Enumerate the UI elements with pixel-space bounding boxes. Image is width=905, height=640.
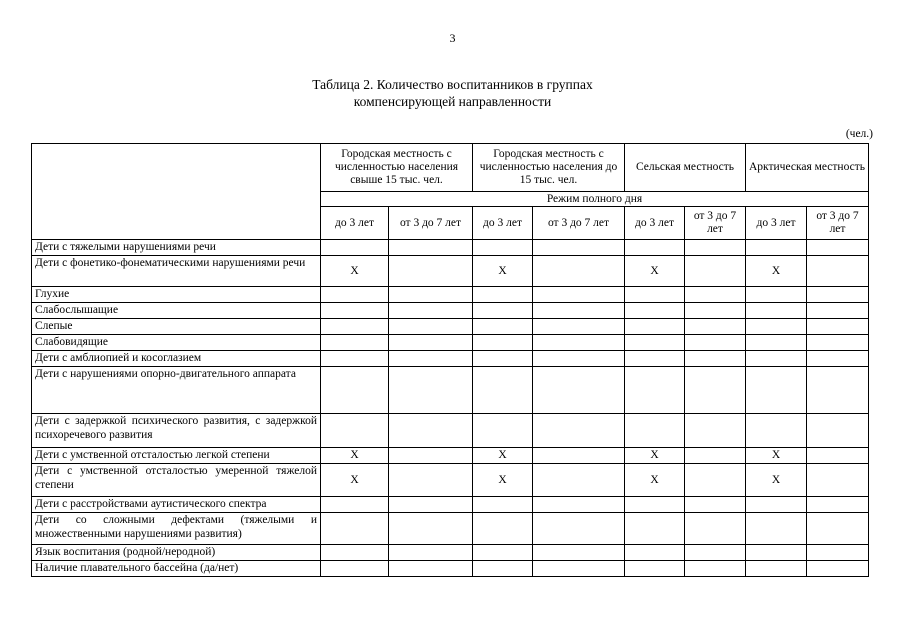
table-row [32,448,869,464]
data-cell: X [625,464,685,497]
header-age-col: от 3 до 7 лет [685,207,746,240]
data-cell [746,351,807,367]
table-row [32,335,869,351]
data-cell [389,464,473,497]
data-cell: X [625,256,685,287]
data-cell: X [746,464,807,497]
data-cell [685,367,746,414]
row-label: Дети с задержкой психического развития, с задержкой психоречевого развития [32,414,321,448]
data-cell [807,256,869,287]
data-cell [685,414,746,448]
data-cell [746,287,807,303]
data-cell [533,335,625,351]
data-cell [625,367,685,414]
data-cell [473,414,533,448]
row-label: Дети с амблиопией и косоглазием [32,351,321,367]
data-cell [807,335,869,351]
page-number: 3 [449,31,456,45]
table-row [32,414,869,448]
data-cell [389,448,473,464]
data-cell [746,240,807,256]
data-cell [625,497,685,513]
header-age-col: до 3 лет [321,207,389,240]
data-cell [533,414,625,448]
data-cell [321,367,389,414]
data-cell [389,497,473,513]
data-cell [533,240,625,256]
table-row [32,464,869,497]
data-cell [389,240,473,256]
data-cell [533,561,625,577]
data-cell [389,545,473,561]
data-cell: X [746,256,807,287]
data-cell [389,319,473,335]
data-cell [807,545,869,561]
data-cell [473,335,533,351]
data-cell [533,303,625,319]
data-cell [685,303,746,319]
data-cell [625,303,685,319]
data-cell: X [473,256,533,287]
data-cell [533,448,625,464]
header-group-3: Сельская местность [625,144,746,192]
data-cell [625,545,685,561]
row-label: Дети со сложными дефектами (тяжелыми и множественными нарушениями развития) [32,513,321,545]
table-row [32,351,869,367]
data-cell [807,561,869,577]
data-cell [807,351,869,367]
row-label: Слабовидящие [32,335,321,351]
data-cell [321,351,389,367]
data-cell [625,335,685,351]
data-cell [625,351,685,367]
data-cell [321,319,389,335]
data-cell [389,351,473,367]
data-cell [807,464,869,497]
row-label: Наличие плавательного бассейна (да/нет) [32,561,321,577]
header-corner-cell [32,144,321,240]
table-row [32,287,869,303]
data-cell [533,497,625,513]
header-group-1: Городская местность с численностью населения свыше 15 тыс. чел. [321,144,473,192]
data-cell [473,351,533,367]
data-cell [685,464,746,497]
data-cell [807,303,869,319]
data-cell [807,240,869,256]
data-cell: X [321,256,389,287]
data-cell [625,287,685,303]
row-label: Слепые [32,319,321,335]
header-mode: Режим полного дня [321,192,869,207]
data-cell [685,561,746,577]
data-cell [807,319,869,335]
data-cell: X [746,448,807,464]
data-cell [625,319,685,335]
row-label: Дети с умственной отсталостью умеренной тяжелой степени [32,464,321,497]
data-cell [807,414,869,448]
data-cell [807,497,869,513]
data-cell [625,240,685,256]
data-cell [473,319,533,335]
row-label: Дети с нарушениями опорно-двигательного аппарата [32,367,321,414]
data-cell [321,414,389,448]
data-cell: X [321,448,389,464]
table-row [32,545,869,561]
data-cell [625,513,685,545]
table-row [32,561,869,577]
data-cell [321,287,389,303]
data-cell [685,319,746,335]
table-row [32,497,869,513]
data-cell [473,240,533,256]
title-line-1: Таблица 2. Количество воспитанников в группах [312,77,593,92]
data-cell [533,351,625,367]
data-cell [685,497,746,513]
row-label: Слабослышащие [32,303,321,319]
table-title [0,76,905,110]
data-cell [746,367,807,414]
table-row [32,319,869,335]
header-group-2: Городская местность с численностью населения до 15 тыс. чел. [473,144,625,192]
data-cell [807,287,869,303]
data-cell: X [321,464,389,497]
data-cell [685,448,746,464]
data-cell [746,561,807,577]
data-cell [389,367,473,414]
data-cell [685,351,746,367]
data-cell [533,256,625,287]
header-age-col: до 3 лет [625,207,685,240]
data-cell [321,513,389,545]
data-cell [533,367,625,414]
data-cell [473,303,533,319]
data-cell [473,367,533,414]
data-table [31,143,869,577]
data-cell [685,240,746,256]
data-cell [533,287,625,303]
header-age-col: до 3 лет [746,207,807,240]
data-cell [685,287,746,303]
table-row [32,367,869,414]
data-cell: X [625,448,685,464]
data-cell [389,256,473,287]
data-cell [473,561,533,577]
data-cell [746,335,807,351]
row-label: Дети с умственной отсталостью легкой степени [32,448,321,464]
data-cell [533,513,625,545]
header-age-col: до 3 лет [473,207,533,240]
header-age-col: от 3 до 7 лет [389,207,473,240]
data-cell [685,335,746,351]
row-label: Дети с тяжелыми нарушениями речи [32,240,321,256]
data-cell [533,319,625,335]
data-cell [685,256,746,287]
data-cell [685,545,746,561]
data-cell [321,545,389,561]
table-row [32,303,869,319]
header-age-col: от 3 до 7 лет [533,207,625,240]
data-cell [746,414,807,448]
data-cell: X [473,448,533,464]
data-cell [807,367,869,414]
data-cell [625,561,685,577]
header-row-groups [32,144,869,192]
data-cell [533,464,625,497]
data-cell [389,561,473,577]
data-cell [473,287,533,303]
row-label: Глухие [32,287,321,303]
data-cell [321,497,389,513]
data-cell [625,414,685,448]
data-cell [533,545,625,561]
data-cell [807,513,869,545]
data-cell [321,303,389,319]
row-label: Язык воспитания (родной/неродной) [32,545,321,561]
data-cell: X [473,464,533,497]
data-cell [321,335,389,351]
data-cell [389,303,473,319]
data-cell [685,513,746,545]
data-cell [746,303,807,319]
data-cell [473,497,533,513]
data-cell [746,497,807,513]
data-cell [473,513,533,545]
unit-label: (чел.) [845,128,873,140]
data-cell [746,545,807,561]
row-label: Дети с расстройствами аутистического спектра [32,497,321,513]
data-cell [389,414,473,448]
row-label: Дети с фонетико-фонематическими нарушениями речи [32,256,321,287]
header-age-col: от 3 до 7 лет [807,207,869,240]
data-cell [389,513,473,545]
data-cell [807,448,869,464]
header-group-4: Арктическая местность [746,144,869,192]
data-cell [389,287,473,303]
table-row [32,240,869,256]
data-cell [746,319,807,335]
table-row [32,256,869,287]
data-cell [321,240,389,256]
table-row [32,513,869,545]
data-cell [321,561,389,577]
data-cell [746,513,807,545]
data-cell [473,545,533,561]
title-line-2: компенсирующей направленности [353,94,552,109]
data-cell [389,335,473,351]
